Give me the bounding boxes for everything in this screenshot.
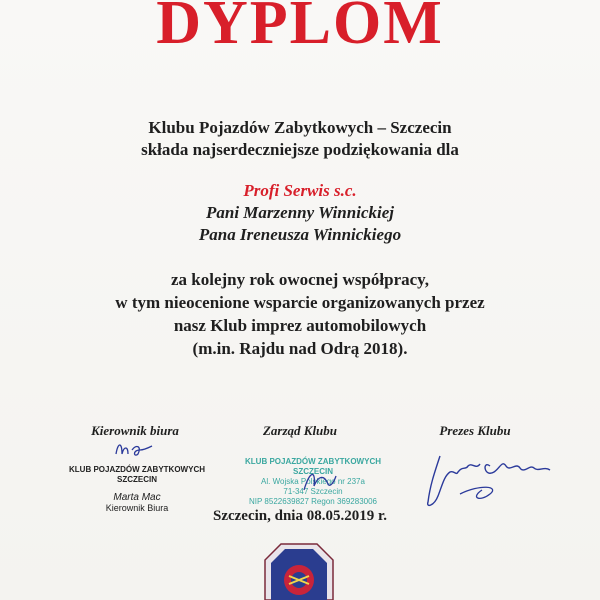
club-emblem-icon — [263, 540, 335, 600]
recipient-person-1: Pani Marzenny Winnickiej — [206, 203, 394, 222]
club-stamp-line-2: SZCZECIN — [293, 467, 333, 476]
recipient-person-2: Pana Ireneusza Winnickiego — [198, 225, 402, 244]
office-manager-role: Kierownik Biura — [105, 503, 169, 513]
diploma-title: DYPLOM — [156, 0, 444, 57]
reason-block — [0, 268, 600, 360]
club-stamp-line-1: KLUB POJAZDÓW ZABYTKOWYCH — [245, 457, 381, 466]
org-line-1: Klubu Pojazdów Zabytkowych – Szczecin — [148, 118, 452, 137]
stamp-left — [62, 465, 212, 485]
reason-line-3: nasz Klub imprez automobilowych — [173, 316, 427, 335]
club-stamp-line-5: NIP 8522639827 Regon 369283006 — [249, 497, 377, 506]
signature-office-manager — [112, 436, 162, 462]
issue-date: Szczecin, dnia 08.05.2019 r. — [212, 508, 388, 524]
office-manager-name: Marta Mac — [113, 492, 161, 503]
signature-president — [420, 446, 560, 516]
stamp-left-line-2: SZCZECIN — [117, 475, 157, 484]
signature-title-office-manager: Kierownik biura — [91, 423, 179, 438]
signature-title-president: Prezes Klubu — [439, 423, 511, 438]
recipients-block — [0, 180, 600, 246]
reason-line-1: za kolejny rok owocnej współpracy, — [171, 270, 429, 289]
reason-line-2: w tym nieocenione wsparcie organizowanych przez — [115, 293, 485, 312]
org-line-2: składa najserdeczniejsze podziękowania dla — [141, 140, 459, 159]
reason-line-4: (m.in. Rajdu nad Odrą 2018). — [192, 339, 408, 358]
stamp-left-line-1: KLUB POJAZDÓW ZABYTKOWYCH — [69, 465, 205, 474]
club-stamp-line-3: Al. Wojska Polskiego nr 237a — [261, 477, 365, 486]
club-stamp-line-4: 71-347 Szczecin — [283, 487, 343, 496]
signature-board — [300, 466, 340, 496]
signature-title-board: Zarząd Klubu — [262, 423, 338, 438]
organization-block — [0, 117, 600, 161]
recipient-company: Profi Serwis s.c. — [243, 181, 357, 200]
